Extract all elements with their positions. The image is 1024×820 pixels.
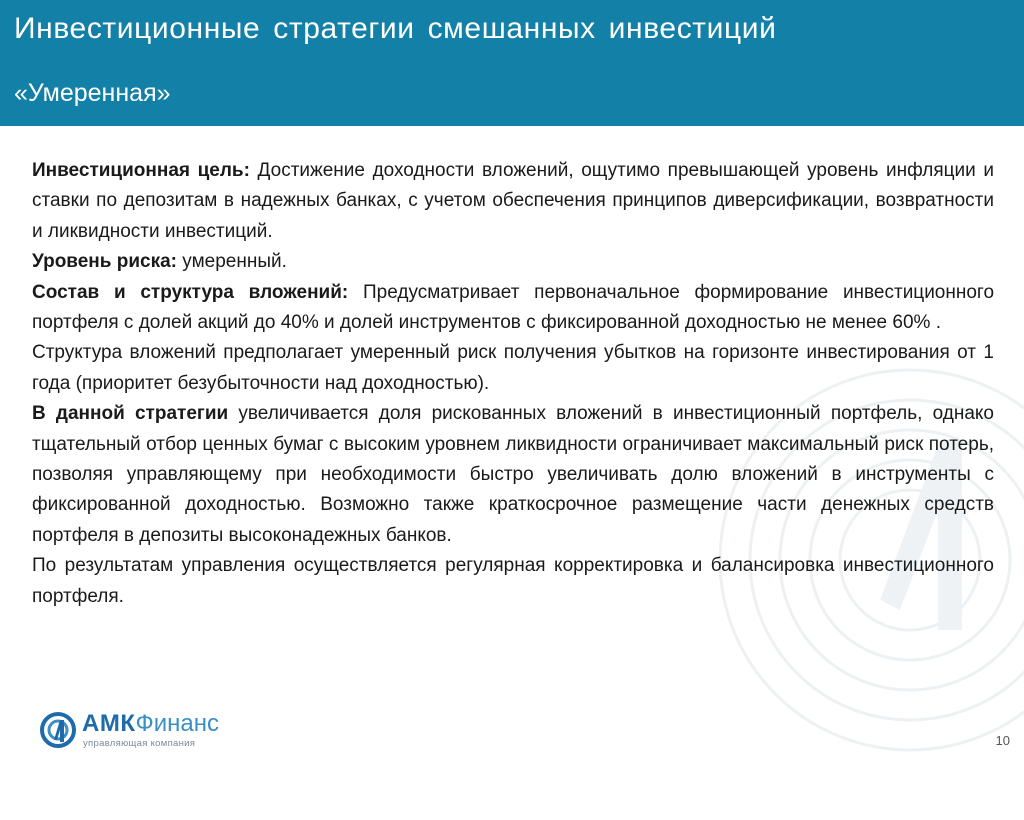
slide-body — [32, 156, 994, 612]
slide-subtitle: «Умеренная» — [14, 79, 171, 107]
company-logo — [38, 708, 238, 752]
page-number: 10 — [995, 733, 1010, 748]
risk-label: Уровень риска: — [32, 251, 177, 273]
logo-name-bold: АМК — [82, 710, 136, 737]
risk-text: умеренный. — [177, 251, 287, 273]
logo-tagline: управляющая компания — [83, 738, 196, 749]
structure-note-paragraph: Структура вложений предполагает умеренный риск получения убытков на горизонте инвестирования от 1 года (приоритет безубыточности над доходностью). — [32, 342, 994, 394]
strategy-label: В данной стратегии — [32, 403, 229, 425]
goal-paragraph — [32, 156, 994, 247]
logo-wordmark — [82, 710, 219, 738]
goal-label: Инвестиционная цель: — [32, 160, 250, 181]
strategy-text: увеличивается доля рискованных вложений в инвестиционный портфель, однако тщательный отбор ценных бумаг с высоким уровнем ликвидности ограничивает максимальный риск потерь, позволяя управляющему при необходимости быстро увеличивать долю вложений в инструменты с фиксированной доходностью. Возможно также краткосрочное размещение части денежных средств портфеля в депозиты высоконадежных банков. — [32, 403, 994, 546]
slide-header — [0, 0, 1024, 126]
structure-text: Предусматривает первоначальное формирование инвестиционного портфеля с долей акций до 40% и долей инструментов с фиксированной доходностью не менее 60% . — [32, 281, 995, 334]
logo-name-light: Финанс — [135, 710, 219, 737]
results-paragraph: По результатам управления осуществляется регулярная корректировка и балансировка инвестиционного портфеля. — [32, 555, 994, 607]
structure-label: Состав и структура вложений: — [32, 281, 349, 303]
structure-paragraph — [32, 278, 994, 339]
goal-text: Достижение доходности вложений, ощутимо превышающей уровень инфляции и ставки по депозитам в надежных банках, с учетом обеспечения принципов диверсификации, возвратности и ликвидности инвестиций. — [32, 160, 994, 242]
slide-title: Инвестиционные стратегии смешанных инвестиций — [14, 12, 777, 45]
strategy-paragraph — [32, 399, 994, 551]
logo-emblem-icon — [38, 710, 78, 750]
risk-paragraph — [32, 247, 994, 277]
